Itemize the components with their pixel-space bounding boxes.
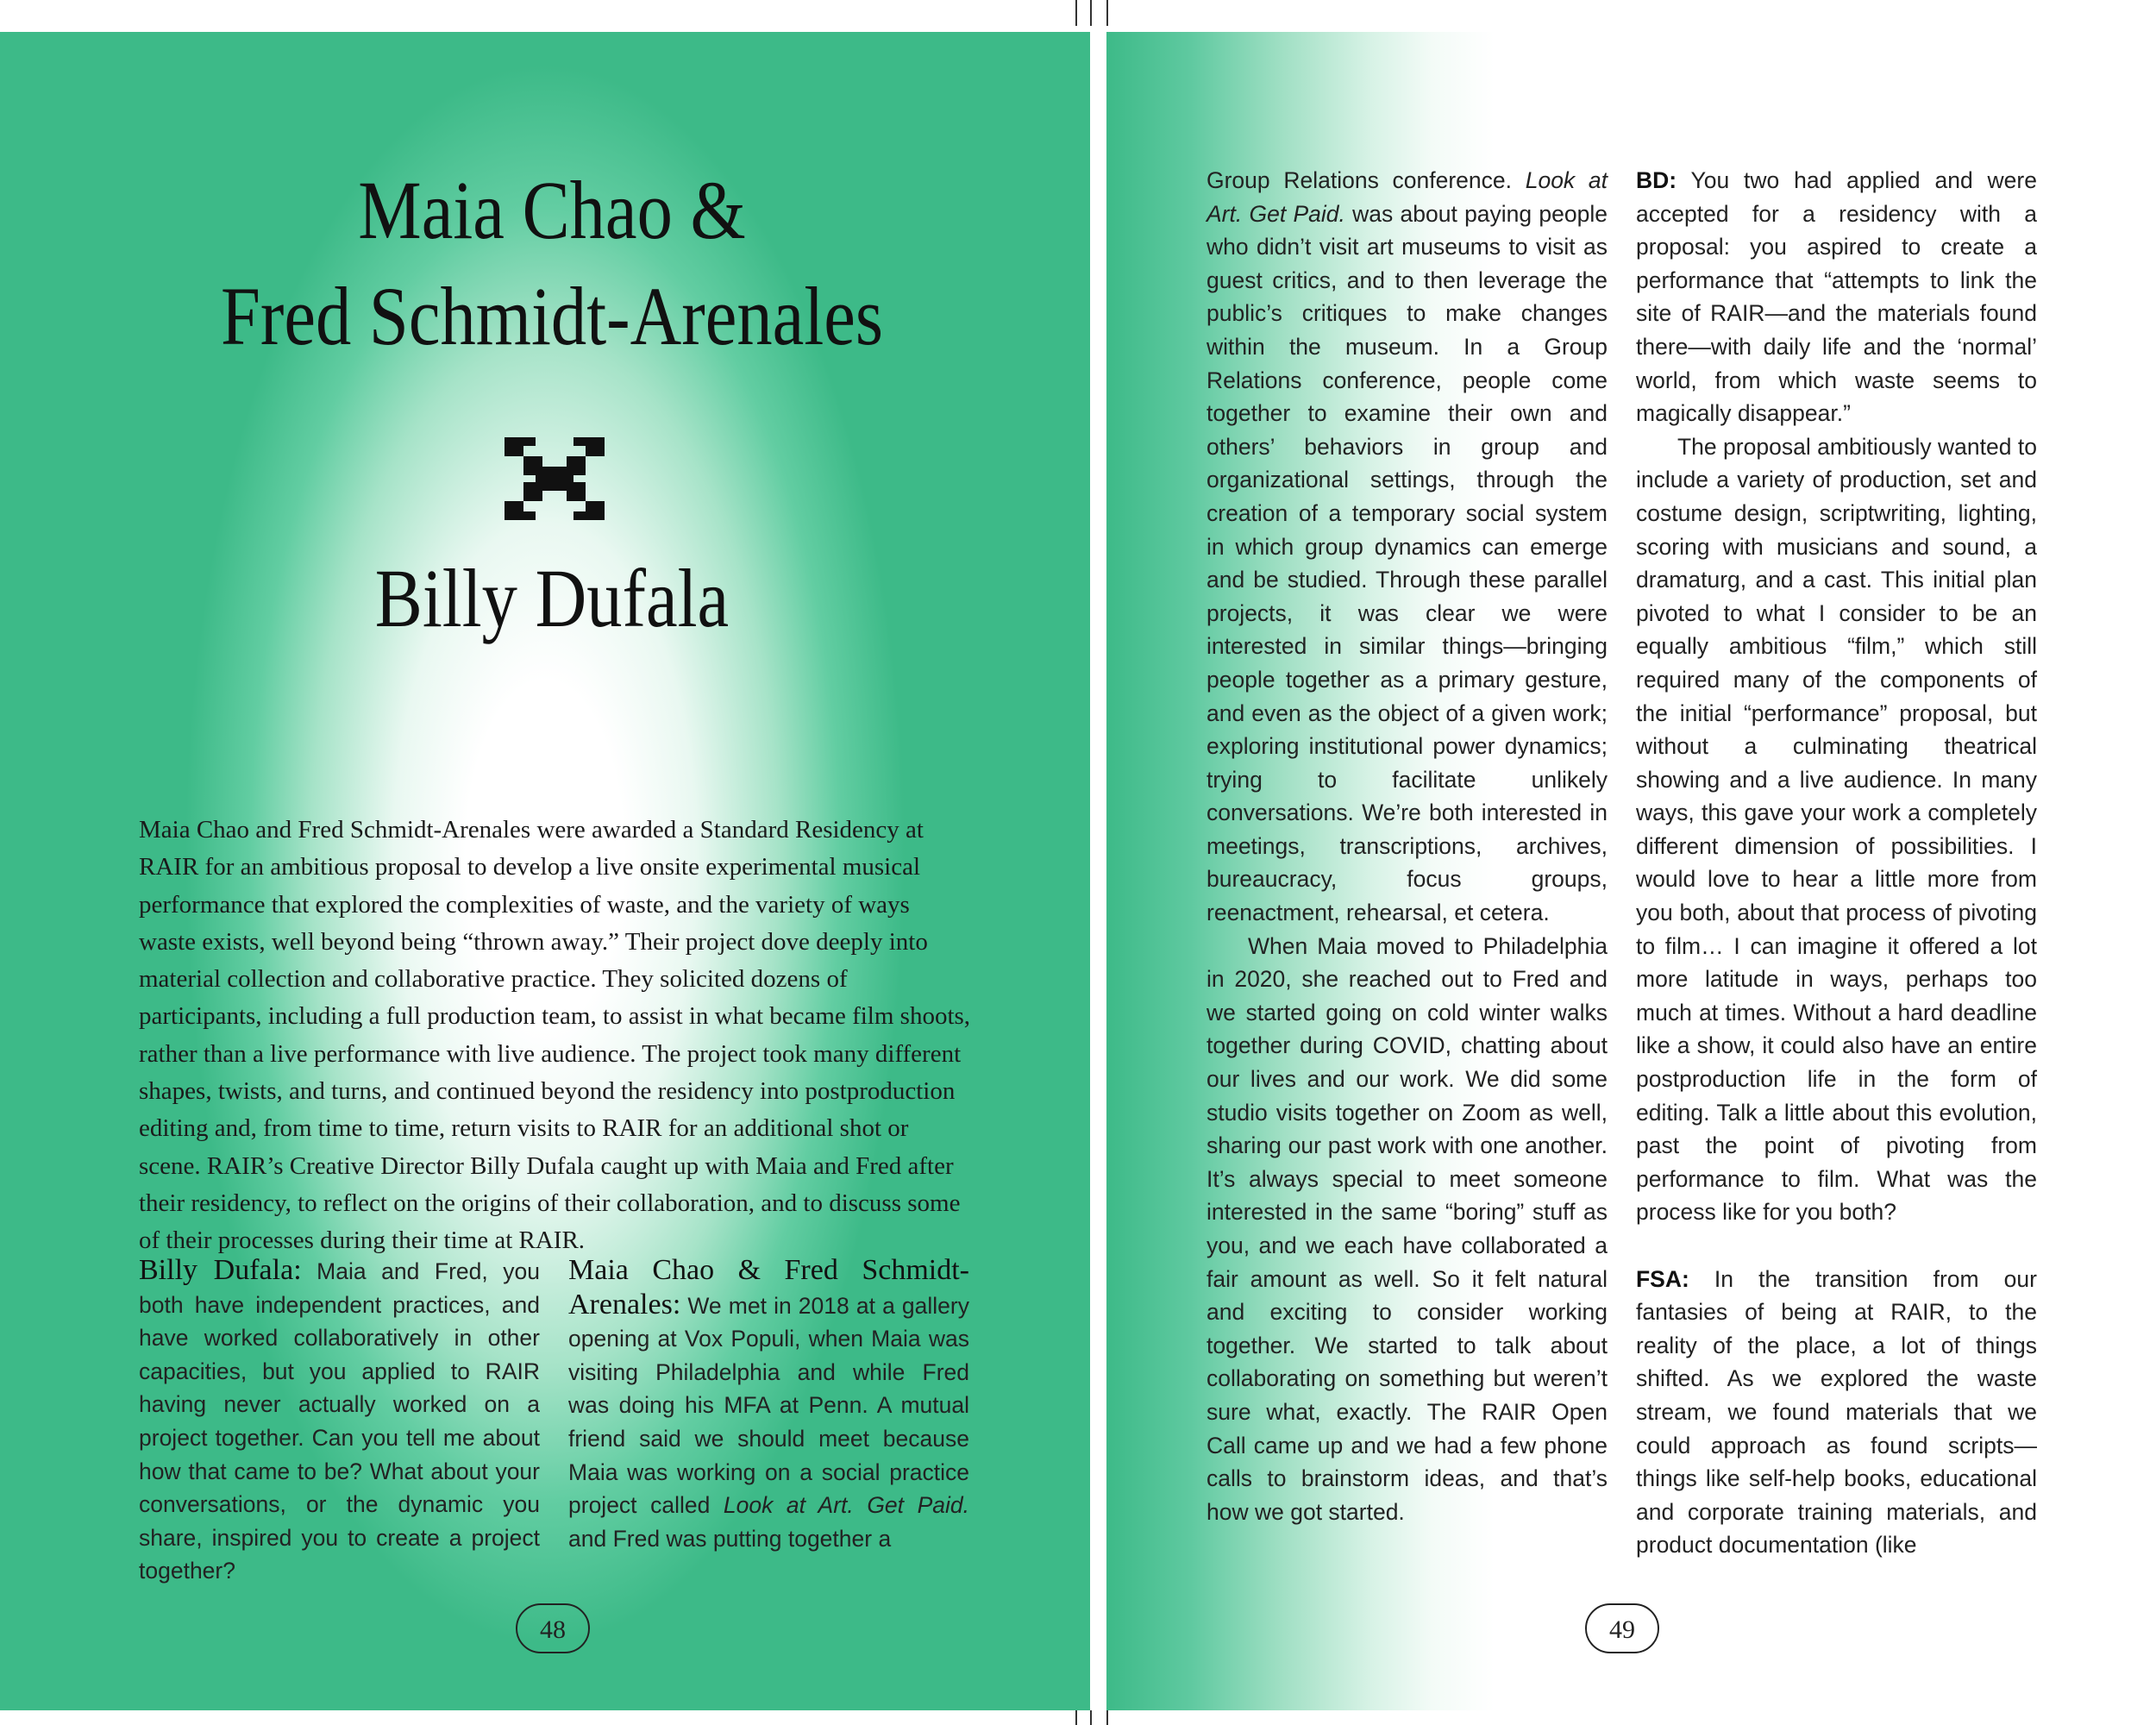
paragraph-text: Group Relations conference. — [1206, 167, 1526, 193]
left-page — [0, 32, 1090, 1710]
title-line-3: Billy Dufala — [374, 552, 730, 644]
crop-mark — [1106, 0, 1108, 26]
paragraph-text: was about paying people who didn’t visit art museums to visit as guest critics, and to then leverage the public’s critiques to make changes within the museum. In a Group Relations conference, people come together to examine their own and others’ behaviors in group and organizational settings, through the creation of a temporary social system in which group dynamics can emerge and be studied. Through these parallel projects, it was clear we were interested in similar things—bringing people together as a primary gesture, and even as the object of a given work; exploring institutional power dynamics; trying to facilitate unlikely conversations. We’re both interested in meetings, transcriptions, archives, bureaucracy, focus groups, reenactment, rehearsal, et cetera. — [1206, 200, 1608, 926]
left-column-2 — [568, 1254, 969, 1555]
page-number: 48 — [516, 1603, 590, 1653]
speaker-label: Billy Dufala: — [139, 1254, 302, 1286]
title-line-2: Fred Schmidt-Arenales — [220, 270, 884, 362]
intro-paragraph: Maia Chao and Fred Schmidt-Arenales were awarded a Standard Residency at RAIR for an ambitious proposal to develop a live onsite experimental musical performance that explored the complexities of waste, and the variety of ways waste exists, well beyond being “thrown away.” Their project dove deeply into material collection and collaborative practice. They solicited dozens of participants, including a full production team, to assist in what became film shoots, rather than a live performance with live audience. The project took many different shapes, twists, and turns, and continued beyond the residency into postproduction editing and, from time to time, return visits to RAIR for an additional shot or scene. RAIR’s Creative Director Billy Dufala caught up with Maia and Fred after their residency, to reflect on the origins of their collaboration, and to discuss some of their processes during their time at RAIR. — [139, 816, 971, 1255]
page-number: 49 — [1585, 1603, 1659, 1653]
crop-mark — [1090, 1710, 1092, 1725]
paragraph-text: and Fred was putting together a — [568, 1525, 892, 1552]
paragraph-text: In the transition from our fantasies of being at RAIR, to the reality of the place, a lot of things shifted. As we explored the waste stream, we found materials that we could approach as found scripts—things like self-help books, educational and corporate training materials, and product documentation (like — [1636, 1265, 2037, 1559]
paragraph-text: Maia and Fred, you both have independent practices, and have worked collaboratively in other capacities, but you applied to RAIR having never actually worked on a project together. Can you tell me about how that came to be? What about your conversations, or the dynamic you share, inspired you to create a project together? — [139, 1258, 540, 1584]
right-column-1 — [1206, 164, 1608, 1528]
answer-paragraph — [1206, 164, 1608, 930]
paragraph-text: You two had applied and were accepted for a residency with a proposal: you aspired to create a performance that “attempts to link the site of RAIR—and the materials found there—with daily life and the ‘normal’ world, from which waste seems to magically disappear.” — [1636, 167, 2037, 427]
crop-mark — [1090, 0, 1092, 26]
crop-mark — [1075, 1710, 1077, 1725]
title-line-1: Maia Chao & — [358, 164, 746, 256]
paragraph-gap — [1636, 1229, 2037, 1263]
paragraph-text: We met in 2018 at a gallery opening at Vox Populi, when Maia was visiting Philadelphia and while Fred was doing his MFA at Penn. A mutual friend said we should meet because Maia was working on a social practice project called — [568, 1292, 969, 1519]
speaker-label: Maia Chao & Fred Schmidt-Arenales: — [568, 1254, 969, 1320]
right-page — [1106, 32, 2156, 1710]
answer-paragraph — [568, 1254, 969, 1555]
italic-title: Look at Art. Get Paid. — [1206, 167, 1608, 227]
crop-mark — [1106, 1710, 1108, 1725]
gutter — [1090, 32, 1106, 1710]
crop-mark — [1075, 0, 1077, 26]
answer-paragraph — [1636, 1263, 2037, 1562]
x-ornament-icon — [505, 437, 605, 520]
left-column-1 — [139, 1254, 540, 1588]
question-paragraph — [139, 1254, 540, 1588]
answer-paragraph: When Maia moved to Philadelphia in 2020, she reached out to Fred and we started going on cold winter walks together during COVID, chatting about our lives and our work. We did some studio visits together on Zoom as well, sharing our past work with one another. It’s always special to meet someone interested in the same “boring” stuff as you, and we each have collaborated a fair amount as well. So it felt natural and exciting to consider working together. We started to talk about collaborating on something but weren’t sure what, exactly. The RAIR Open Call came up and we had a few phone calls to brainstorm ideas, and that’s how we got started. — [1206, 932, 1608, 1525]
right-column-2 — [1636, 164, 2037, 1562]
speaker-label: BD: — [1636, 167, 1677, 193]
italic-title: Look at Art. Get Paid. — [723, 1492, 969, 1519]
question-paragraph — [1636, 164, 2037, 430]
speaker-label: FSA: — [1636, 1265, 1689, 1292]
question-paragraph: The proposal ambitiously wanted to include a variety of production, set and costume design, scriptwriting, lighting, scoring with musicians and sound, a dramaturg, and a cast. This initial plan pivoted to what I consider to be an equally ambitious “film,” which still required many of the components of the initial “performance” proposal, but without a culminating theatrical showing and a live audience. In many ways, this gave your work a completely different dimension of possibilities. I would love to hear a little more from you both, about that process of pivoting to film… I can imagine it offered a lot more latitude in ways, perhaps too much at times. Without a hard deadline like a show, it could also have an entire postproduction life in the form of editing. Talk a little about this evolution, past the point of pivoting from performance to film. What was the process like for you both? — [1636, 433, 2037, 1226]
